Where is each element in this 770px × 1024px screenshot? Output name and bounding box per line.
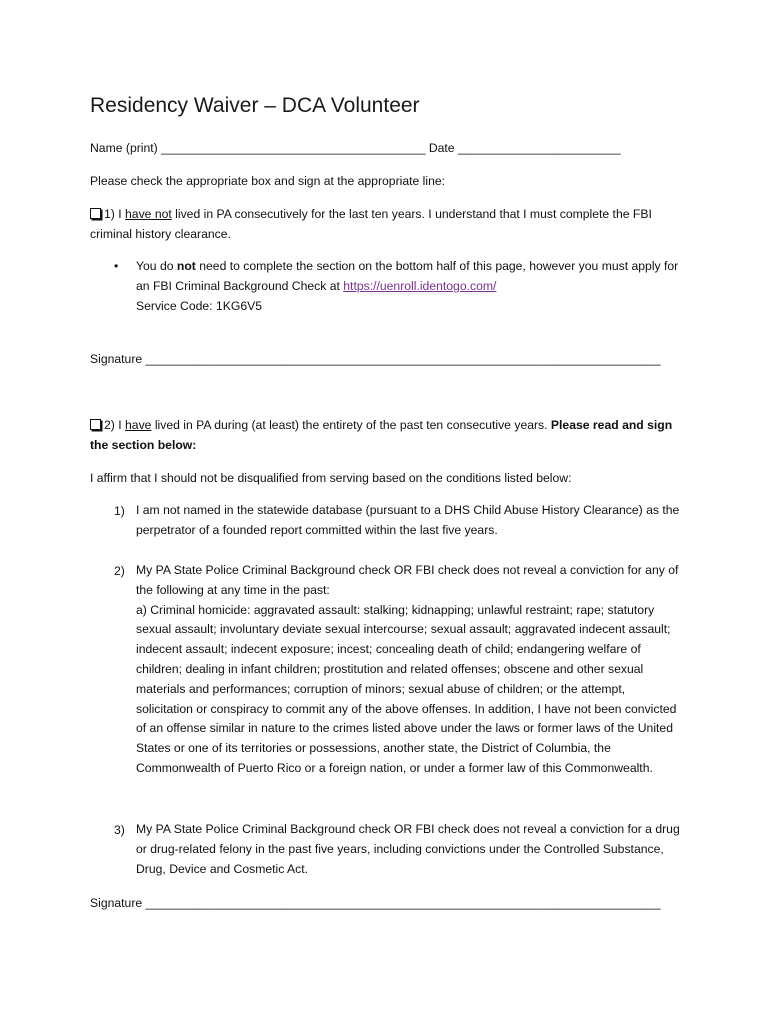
affirm-text: I affirm that I should not be disqualified from serving based on the conditions listed below: [90, 471, 572, 485]
option-1-underlined: have not [125, 207, 172, 221]
option-2-checkbox[interactable] [90, 419, 101, 430]
option-2-underlined: have [125, 418, 152, 432]
condition-1-number: 1) [114, 504, 125, 518]
bullet-symbol: • [114, 259, 119, 273]
name-date-line[interactable]: Name (print) _______________________________________ Date ________________________ [90, 141, 621, 155]
option-1-pre: I [114, 207, 126, 221]
option-1-checkbox[interactable] [90, 208, 101, 219]
bullet-post: need to complete the section on the bottom half of this page, however you must apply for an FBI Criminal Background Check at [136, 259, 679, 293]
option-2-bold: Please read and sign the section below: [90, 418, 673, 452]
service-code: Service Code: 1KG6V5 [136, 299, 263, 313]
bullet-bold: not [176, 259, 196, 273]
option-1 [90, 204, 690, 244]
page-title: Residency Waiver – DCA Volunteer [90, 94, 420, 117]
option-2-text: lived in PA during (at least) the entirety of the past ten consecutive years. [151, 418, 551, 432]
condition-3-number: 3) [114, 823, 125, 837]
option-1-number: 1) [104, 207, 115, 221]
option-1-text: lived in PA consecutively for the last ten years. I understand that I must complete the FBI criminal history clearance. [90, 207, 652, 241]
condition-2-sub: a) Criminal homicide: aggravated assault: stalking; kidnapping; unlawful restraint; rape; statutory sexual assault; involuntary deviate sexual intercourse; sexual assault; aggravated indecent assault; indecent assault; indecent exposure; incest; concealing death of child; endangering welfare of children; dealing in infant children; prostitution and related offenses; obscene and other sexual materials and performances; corruption of minors; sexual abuse of children; or the attempt, solicitation or conspiracy to commit any of the above offenses. In addition, I have not been convicted of an offense similar in nature to the crimes listed above under the laws or former laws of the United States or one of its territories or possessions, another state, the District of Columbia, the Commonwealth of Puerto Rico or a foreign nation, or under a former law of this Commonwealth. [136, 602, 677, 775]
instruction-text: Please check the appropriate box and sign at the appropriate line: [90, 174, 446, 188]
condition-2-number: 2) [114, 564, 125, 578]
condition-1-text: I am not named in the statewide database (pursuant to a DHS Child Abuse History Clearance) as the perpetrator of a founded report committed within the last five years. [136, 503, 680, 537]
bullet-pre: You do [136, 259, 177, 273]
option-2-pre: I [114, 418, 126, 432]
option-2-number: 2) [104, 418, 115, 432]
condition-3-text: My PA State Police Criminal Background check OR FBI check does not reveal a conviction for a drug or drug-related felony in the past five years, including convictions under the Controlled Substance, Drug, Device and Cosmetic Act. [136, 822, 680, 876]
identogo-link[interactable]: https://uenroll.identogo.com/ [343, 279, 497, 293]
bullet-text [136, 256, 681, 316]
signature-line-1[interactable]: Signature ____________________________________________________________________________ [90, 352, 661, 366]
condition-2-text: My PA State Police Criminal Background check OR FBI check does not reveal a conviction for any of the following at any time in the past: [136, 563, 679, 597]
condition-2-block [136, 561, 681, 779]
option-2 [90, 415, 690, 455]
signature-line-2[interactable]: Signature ____________________________________________________________________________ [90, 896, 661, 910]
